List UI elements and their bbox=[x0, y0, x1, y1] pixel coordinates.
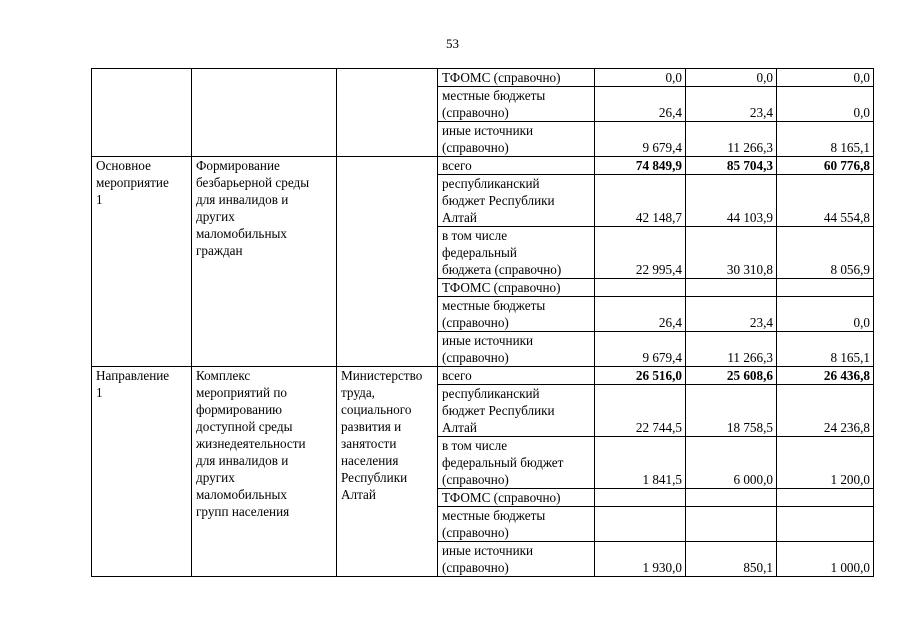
table-row bbox=[92, 367, 874, 385]
value-year2-cell bbox=[686, 489, 777, 507]
value-year1-cell: 26,4 bbox=[595, 87, 686, 122]
funding-source-cell: в том числе федеральный бюджета (справочно) bbox=[438, 227, 595, 279]
value-year2-cell bbox=[686, 507, 777, 542]
value-year1-cell bbox=[595, 279, 686, 297]
value-year2-cell: 850,1 bbox=[686, 542, 777, 577]
value-year2-cell: 23,4 bbox=[686, 297, 777, 332]
value-year1-cell: 9 679,4 bbox=[595, 122, 686, 157]
funding-source-cell: республиканский бюджет Республики Алтай bbox=[438, 175, 595, 227]
funding-source-cell: иные источники (справочно) bbox=[438, 122, 595, 157]
funding-source-cell: местные бюджеты (справочно) bbox=[438, 507, 595, 542]
value-year2-cell: 23,4 bbox=[686, 87, 777, 122]
value-year2-cell: 18 758,5 bbox=[686, 385, 777, 437]
event-cell bbox=[92, 69, 192, 157]
value-year1-cell bbox=[595, 507, 686, 542]
funding-source-cell: ТФОМС (справочно) bbox=[438, 489, 595, 507]
value-year3-cell: 1 000,0 bbox=[777, 542, 874, 577]
value-year3-cell bbox=[777, 279, 874, 297]
value-year2-cell: 44 103,9 bbox=[686, 175, 777, 227]
funding-source-cell: иные источники (справочно) bbox=[438, 542, 595, 577]
value-year2-cell: 6 000,0 bbox=[686, 437, 777, 489]
funding-source-cell: всего bbox=[438, 367, 595, 385]
value-year2-cell: 0,0 bbox=[686, 69, 777, 87]
value-year2-cell: 25 608,6 bbox=[686, 367, 777, 385]
funding-source-cell: в том числе федеральный бюджет (справочно) bbox=[438, 437, 595, 489]
value-year1-cell bbox=[595, 489, 686, 507]
executor-cell: Министерство труда, социального развития и занятости населения Республики Алтай bbox=[337, 367, 438, 577]
value-year3-cell: 0,0 bbox=[777, 69, 874, 87]
value-year3-cell: 26 436,8 bbox=[777, 367, 874, 385]
value-year1-cell: 0,0 bbox=[595, 69, 686, 87]
value-year3-cell bbox=[777, 507, 874, 542]
value-year2-cell bbox=[686, 279, 777, 297]
value-year3-cell: 8 165,1 bbox=[777, 332, 874, 367]
value-year2-cell: 85 704,3 bbox=[686, 157, 777, 175]
value-year3-cell: 60 776,8 bbox=[777, 157, 874, 175]
value-year3-cell: 0,0 bbox=[777, 87, 874, 122]
value-year1-cell: 26,4 bbox=[595, 297, 686, 332]
funding-source-cell: местные бюджеты (справочно) bbox=[438, 87, 595, 122]
table-row bbox=[92, 69, 874, 87]
value-year1-cell: 1 930,0 bbox=[595, 542, 686, 577]
value-year3-cell: 1 200,0 bbox=[777, 437, 874, 489]
budget-table bbox=[91, 68, 874, 577]
value-year3-cell: 8 165,1 bbox=[777, 122, 874, 157]
value-year3-cell: 44 554,8 bbox=[777, 175, 874, 227]
funding-source-cell: ТФОМС (справочно) bbox=[438, 69, 595, 87]
value-year1-cell: 22 744,5 bbox=[595, 385, 686, 437]
value-year1-cell: 26 516,0 bbox=[595, 367, 686, 385]
value-year3-cell bbox=[777, 489, 874, 507]
value-year3-cell: 8 056,9 bbox=[777, 227, 874, 279]
event-cell: Основное мероприятие 1 bbox=[92, 157, 192, 367]
funding-source-cell: местные бюджеты (справочно) bbox=[438, 297, 595, 332]
funding-source-cell: ТФОМС (справочно) bbox=[438, 279, 595, 297]
value-year1-cell: 42 148,7 bbox=[595, 175, 686, 227]
description-cell: Формирование безбарьерной среды для инвалидов и других маломобильных граждан bbox=[192, 157, 337, 367]
value-year1-cell: 9 679,4 bbox=[595, 332, 686, 367]
description-cell: Комплекс мероприятий по формированию доступной среды жизнедеятельности для инвалидов и других маломобильных групп населения bbox=[192, 367, 337, 577]
page-number: 53 bbox=[446, 36, 459, 51]
value-year3-cell: 24 236,8 bbox=[777, 385, 874, 437]
value-year1-cell: 22 995,4 bbox=[595, 227, 686, 279]
value-year2-cell: 30 310,8 bbox=[686, 227, 777, 279]
value-year2-cell: 11 266,3 bbox=[686, 332, 777, 367]
value-year3-cell: 0,0 bbox=[777, 297, 874, 332]
funding-source-cell: всего bbox=[438, 157, 595, 175]
value-year1-cell: 74 849,9 bbox=[595, 157, 686, 175]
table-row bbox=[92, 157, 874, 175]
funding-source-cell: иные источники (справочно) bbox=[438, 332, 595, 367]
event-cell: Направление 1 bbox=[92, 367, 192, 577]
funding-source-cell: республиканский бюджет Республики Алтай bbox=[438, 385, 595, 437]
description-cell bbox=[192, 69, 337, 157]
executor-cell bbox=[337, 157, 438, 367]
value-year1-cell: 1 841,5 bbox=[595, 437, 686, 489]
value-year2-cell: 11 266,3 bbox=[686, 122, 777, 157]
executor-cell bbox=[337, 69, 438, 157]
